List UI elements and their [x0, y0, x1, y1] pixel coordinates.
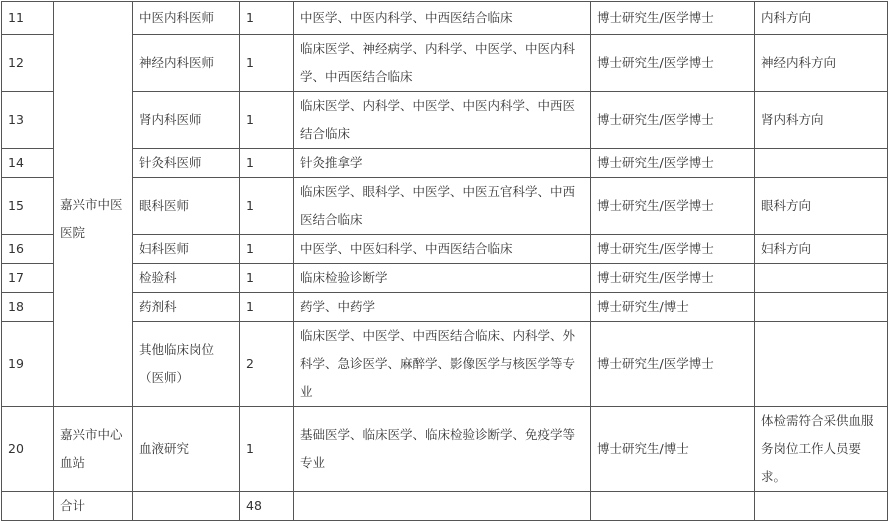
post-count: 1 — [240, 235, 294, 264]
remark: 体检需符合采供血服务岗位工作人员要求。 — [755, 407, 888, 492]
row-number: 13 — [2, 92, 54, 149]
remark: 眼科方向 — [755, 178, 888, 235]
post-name: 肾内科医师 — [133, 92, 240, 149]
total-empty — [755, 492, 888, 521]
table-row — [2, 92, 888, 149]
degree-requirement: 博士研究生/医学博士 — [591, 235, 755, 264]
post-count: 1 — [240, 92, 294, 149]
post-count: 1 — [240, 293, 294, 322]
post-count: 1 — [240, 149, 294, 178]
row-number: 17 — [2, 264, 54, 293]
major-requirement: 药学、中药学 — [294, 293, 591, 322]
post-name: 中医内科医师 — [133, 2, 240, 35]
post-count: 1 — [240, 2, 294, 35]
total-row — [2, 492, 888, 521]
row-number: 15 — [2, 178, 54, 235]
degree-requirement: 博士研究生/医学博士 — [591, 35, 755, 92]
table-row — [2, 149, 888, 178]
row-number: 19 — [2, 322, 54, 407]
table-row — [2, 264, 888, 293]
total-label: 合计 — [54, 492, 133, 521]
post-name: 眼科医师 — [133, 178, 240, 235]
post-count: 1 — [240, 178, 294, 235]
table-row — [2, 35, 888, 92]
major-requirement: 针灸推拿学 — [294, 149, 591, 178]
post-name: 神经内科医师 — [133, 35, 240, 92]
degree-requirement: 博士研究生/医学博士 — [591, 264, 755, 293]
remark: 肾内科方向 — [755, 92, 888, 149]
degree-requirement: 博士研究生/医学博士 — [591, 178, 755, 235]
major-requirement: 基础医学、临床医学、临床检验诊断学、免疫学等专业 — [294, 407, 591, 492]
degree-requirement: 博士研究生/医学博士 — [591, 2, 755, 35]
post-count: 1 — [240, 264, 294, 293]
remark: 妇科方向 — [755, 235, 888, 264]
post-name: 血液研究 — [133, 407, 240, 492]
remark — [755, 264, 888, 293]
unit-hospital: 嘉兴市中医医院 — [54, 2, 133, 407]
post-name: 针灸科医师 — [133, 149, 240, 178]
post-count: 1 — [240, 35, 294, 92]
total-empty — [294, 492, 591, 521]
major-requirement: 中医学、中医内科学、中西医结合临床 — [294, 2, 591, 35]
post-name: 药剂科 — [133, 293, 240, 322]
degree-requirement: 博士研究生/医学博士 — [591, 149, 755, 178]
degree-requirement: 博士研究生/博士 — [591, 407, 755, 492]
post-name: 其他临床岗位（医师） — [133, 322, 240, 407]
table-row — [2, 235, 888, 264]
total-empty — [133, 492, 240, 521]
row-number: 11 — [2, 2, 54, 35]
major-requirement: 中医学、中医妇科学、中西医结合临床 — [294, 235, 591, 264]
table-row — [2, 293, 888, 322]
remark: 内科方向 — [755, 2, 888, 35]
post-name: 妇科医师 — [133, 235, 240, 264]
major-requirement: 临床医学、中医学、中西医结合临床、内科学、外科学、急诊医学、麻醉学、影像医学与核医学等专业 — [294, 322, 591, 407]
recruitment-table — [1, 1, 888, 521]
degree-requirement: 博士研究生/医学博士 — [591, 322, 755, 407]
row-number: 16 — [2, 235, 54, 264]
total-empty — [2, 492, 54, 521]
degree-requirement: 博士研究生/博士 — [591, 293, 755, 322]
major-requirement: 临床医学、神经病学、内科学、中医学、中医内科学、中西医结合临床 — [294, 35, 591, 92]
remark — [755, 293, 888, 322]
major-requirement: 临床医学、内科学、中医学、中医内科学、中西医结合临床 — [294, 92, 591, 149]
total-count: 48 — [240, 492, 294, 521]
major-requirement: 临床检验诊断学 — [294, 264, 591, 293]
total-empty — [591, 492, 755, 521]
post-count: 1 — [240, 407, 294, 492]
row-number: 20 — [2, 407, 54, 492]
row-number: 12 — [2, 35, 54, 92]
table-row — [2, 407, 888, 492]
remark — [755, 322, 888, 407]
post-name: 检验科 — [133, 264, 240, 293]
unit-blood-station: 嘉兴市中心血站 — [54, 407, 133, 492]
degree-requirement: 博士研究生/医学博士 — [591, 92, 755, 149]
remark: 神经内科方向 — [755, 35, 888, 92]
remark — [755, 149, 888, 178]
table-row — [2, 178, 888, 235]
row-number: 14 — [2, 149, 54, 178]
major-requirement: 临床医学、眼科学、中医学、中医五官科学、中西医结合临床 — [294, 178, 591, 235]
table-row — [2, 322, 888, 407]
post-count: 2 — [240, 322, 294, 407]
table-row — [2, 2, 888, 35]
row-number: 18 — [2, 293, 54, 322]
